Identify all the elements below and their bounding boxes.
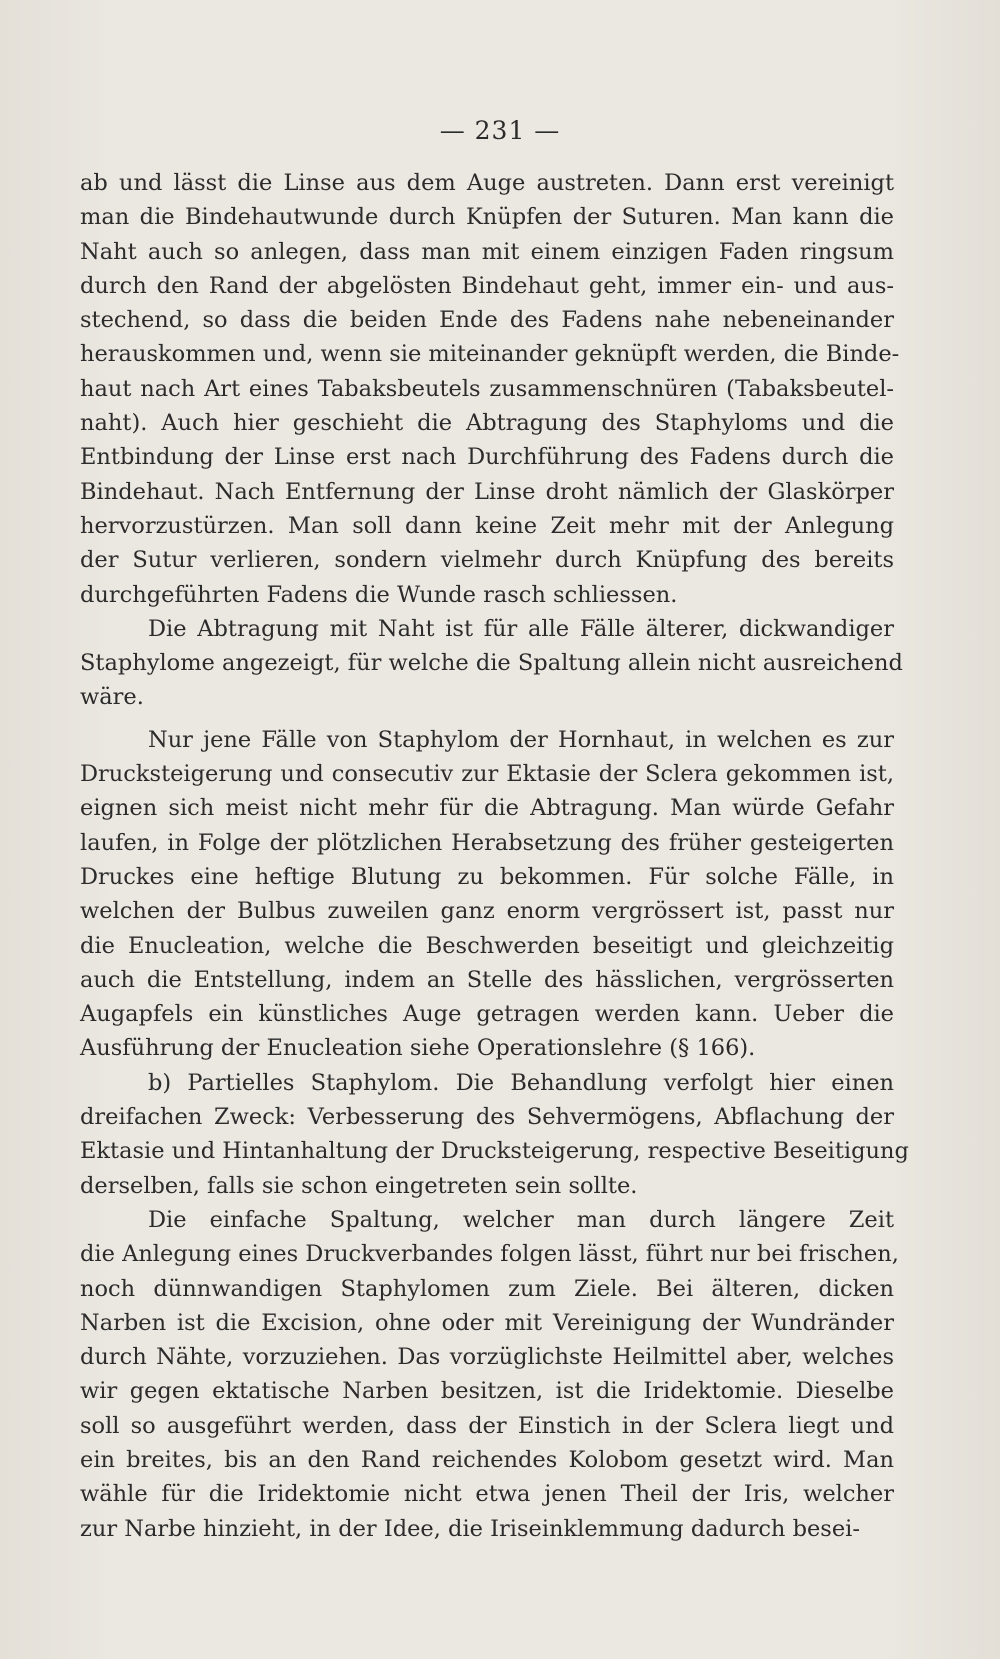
text-line: eignen sich meist nicht mehr für die Abtragung. Man würde Gefahr: [80, 795, 894, 822]
text-line: laufen, in Folge der plötzlichen Herabsetzung des früher gesteigerten: [80, 829, 894, 856]
text-line: herauskommen und, wenn sie miteinander geknüpft werden, die Binde-: [80, 341, 900, 368]
text-line: ab und lässt die Linse aus dem Auge austreten. Dann erst vereinigt: [80, 170, 894, 196]
text-line: hervorzustürzen. Man soll dann keine Zeit mehr mit der Anlegung: [80, 512, 894, 539]
text-line: Bindehaut. Nach Entfernung der Linse droht nämlich der Glaskörper: [80, 478, 894, 505]
text-line: Augapfels ein künstliches Auge getragen werden kann. Ueber die: [80, 1001, 894, 1028]
text-line: auch die Entstellung, indem an Stelle des hässlichen, vergrösserten: [80, 966, 894, 993]
text-line: dreifachen Zweck: Verbesserung des Sehvermögens, Abflachung der: [80, 1104, 894, 1131]
text-line: derselben, falls sie schon eingetreten sein sollte.: [80, 1172, 638, 1199]
text-line: b) Partielles Staphylom. Die Behandlung verfolgt hier einen: [148, 1069, 894, 1096]
body-text: [80, 166, 909, 1546]
text-line: wähle für die Iridektomie nicht etwa jenen Theil der Iris, welcher: [80, 1481, 894, 1508]
paragraph: [80, 166, 900, 612]
text-line: soll so ausgeführt werden, dass der Einstich in der Sclera liegt und: [80, 1412, 894, 1439]
paragraph: [80, 1203, 899, 1546]
text-line: die Anlegung eines Druckverbandes folgen lässt, führt nur bei frischen,: [80, 1241, 899, 1268]
text-line: welchen der Bulbus zuweilen ganz enorm vergrössert ist, passt nur: [80, 898, 894, 925]
text-line: Narben ist die Excision, ohne oder mit Vereinigung der Wundränder: [80, 1309, 894, 1336]
paragraph: [80, 723, 894, 1066]
paragraph: [80, 1066, 909, 1203]
text-line: durch Nähte, vorzuziehen. Das vorzüglichste Heilmittel aber, welches: [80, 1344, 894, 1371]
text-line: Entbindung der Linse erst nach Durchführung des Fadens durch die: [80, 444, 894, 471]
text-line: zur Narbe hinzieht, in der Idee, die Iriseinklemmung dadurch besei-: [80, 1515, 860, 1542]
text-line: Die einfache Spaltung, welcher man durch längere Zeit: [148, 1206, 894, 1233]
text-line: man die Bindehautwunde durch Knüpfen der Suturen. Man kann die: [80, 204, 894, 231]
page-number: — 231 —: [439, 116, 561, 145]
text-line: der Sutur verlieren, sondern vielmehr durch Knüpfung des bereits: [80, 547, 894, 574]
text-line: Staphylome angezeigt, für welche die Spaltung allein nicht ausreichend: [80, 650, 903, 677]
text-line: Naht auch so anlegen, dass man mit einem einzigen Faden ringsum: [80, 238, 894, 265]
text-line: Nur jene Fälle von Staphylom der Hornhaut, in welchen es zur: [148, 726, 894, 753]
text-line: Ausführung der Enucleation siehe Operationslehre (§ 166).: [80, 1035, 756, 1062]
text-line: wäre.: [80, 684, 144, 711]
text-line: wir gegen ektatische Narben besitzen, ist die Iridektomie. Dieselbe: [80, 1378, 894, 1405]
text-line: noch dünnwandigen Staphylomen zum Ziele. Bei älteren, dicken: [80, 1275, 894, 1302]
paragraph-gap: [80, 715, 894, 723]
text-line: die Enucleation, welche die Beschwerden beseitigt und gleichzeitig: [80, 932, 894, 959]
text-line: durchgeführten Fadens die Wunde rasch schliessen.: [80, 581, 678, 608]
text-line: durch den Rand der abgelösten Bindehaut geht, immer ein- und aus-: [80, 272, 894, 299]
text-line: ein breites, bis an den Rand reichendes Kolobom gesetzt wird. Man: [80, 1446, 894, 1473]
text-line: naht). Auch hier geschieht die Abtragung des Staphyloms und die: [80, 410, 894, 437]
paragraph: [80, 612, 903, 715]
text-line: stechend, so dass die beiden Ende des Fadens nahe nebeneinander: [80, 307, 894, 334]
text-line: Drucksteigerung und consecutiv zur Ektasie der Sclera gekommen ist,: [80, 761, 894, 788]
text-line: Ektasie und Hintanhaltung der Drucksteigerung, respective Beseitigung: [80, 1138, 909, 1165]
text-line: Die Abtragung mit Naht ist für alle Fälle älterer, dickwandiger: [148, 615, 894, 642]
text-line: haut nach Art eines Tabaksbeutels zusammenschnüren (Tabaksbeutel-: [80, 375, 894, 402]
text-line: Druckes eine heftige Blutung zu bekommen. Für solche Fälle, in: [80, 863, 894, 890]
